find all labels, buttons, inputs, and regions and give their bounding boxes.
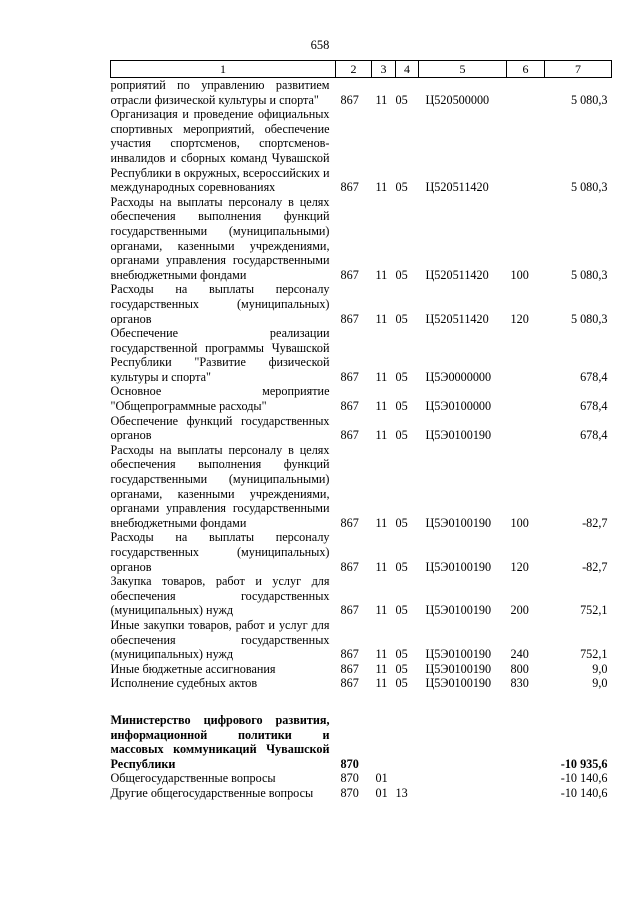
expense-type-cell	[507, 414, 545, 443]
ved-code-cell: 867	[340, 428, 359, 443]
amount-cell: -10 935,6	[560, 756, 608, 771]
table-row	[111, 530, 612, 574]
ved-code-cell: 867	[340, 676, 359, 691]
expense-type-cell	[507, 326, 545, 384]
section-code-cell: 11	[375, 267, 388, 282]
subsection-code-cell	[396, 771, 419, 786]
target-article-cell: Ц5Э0000000	[425, 369, 492, 384]
section-code-cell: 11	[375, 603, 388, 618]
target-article-cell: Ц520511420	[425, 267, 489, 282]
spacer-cell	[111, 691, 612, 713]
subsection-code-cell	[396, 713, 419, 771]
row-name-cell: Обеспечение реализации государственной программы Чувашской Республики "Развитие физической культуры и спорта"	[110, 326, 330, 384]
row-name-cell: Закупка товаров, работ и услуг для обеспечения государственных (муниципальных) нужд	[110, 574, 330, 618]
expense-type-cell: 120	[510, 311, 529, 326]
row-name-cell: Иные бюджетные ассигнования	[110, 661, 276, 676]
ved-code-cell: 867	[340, 399, 359, 414]
ved-code-cell: 870	[340, 771, 359, 786]
section-code-cell	[372, 713, 396, 771]
target-article-cell: Ц520511420	[425, 311, 489, 326]
target-article-cell: Ц5Э0100190	[425, 559, 492, 574]
subsection-code-cell: 05	[395, 267, 408, 282]
column-header-7: 7	[545, 61, 612, 78]
amount-cell: 5 080,3	[570, 267, 608, 282]
row-name-cell: Расходы на выплаты персоналу государственных (муниципальных) органов	[110, 282, 330, 326]
row-name-cell: Другие общегосударственные вопросы	[110, 785, 314, 800]
expense-type-cell	[507, 713, 545, 771]
ved-code-cell: 867	[340, 661, 359, 676]
target-article-cell: Ц520511420	[425, 180, 489, 195]
row-name-cell: Организация и проведение официальных спортивных мероприятий, обеспечение участия спортсменов, спортсменов-инвалидов и сборных команд Чувашской Республики в окружных, всероссийских и международных соревнованиях	[110, 107, 330, 195]
section-code-cell: 11	[375, 369, 388, 384]
section-code-cell: 11	[375, 661, 388, 676]
subsection-code-cell: 05	[395, 661, 408, 676]
subsection-code-cell: 05	[395, 559, 408, 574]
subsection-code-cell: 05	[395, 399, 408, 414]
subsection-code-cell: 05	[395, 647, 408, 662]
expense-type-cell: 830	[510, 676, 529, 691]
ved-code-cell: 867	[340, 267, 359, 282]
amount-cell: -82,7	[582, 559, 608, 574]
budget-table	[110, 60, 612, 801]
table-row	[111, 786, 612, 801]
table-body	[111, 78, 612, 801]
amount-cell: -82,7	[582, 515, 608, 530]
amount-cell: 678,4	[580, 399, 608, 414]
table-row	[111, 414, 612, 443]
amount-cell: 5 080,3	[570, 180, 608, 195]
table-row	[111, 326, 612, 384]
subsection-code-cell: 05	[395, 676, 408, 691]
section-code-cell: 11	[375, 180, 388, 195]
expense-type-cell	[507, 771, 545, 786]
ved-code-cell: 867	[340, 603, 359, 618]
target-article-cell: Ц5Э0100190	[425, 603, 492, 618]
ved-code-cell: 867	[340, 92, 359, 107]
target-article-cell: Ц5Э0100190	[425, 428, 492, 443]
section-code-cell: 11	[375, 428, 388, 443]
row-name-cell: роприятий по управлению развитием отрасли физической культуры и спорта"	[110, 78, 330, 107]
row-name-cell: Расходы на выплаты персоналу государственных (муниципальных) органов	[110, 530, 330, 574]
row-name-cell: Исполнение судебных актов	[110, 676, 258, 691]
table-row	[111, 107, 612, 195]
column-number-header	[111, 61, 612, 78]
table-row	[111, 78, 612, 108]
column-header-2: 2	[336, 61, 372, 78]
table-row	[111, 618, 612, 662]
section-code-cell: 11	[375, 559, 388, 574]
ved-code-cell: 867	[340, 647, 359, 662]
target-article-cell	[419, 713, 507, 771]
amount-cell: 678,4	[580, 428, 608, 443]
subsection-code-cell: 13	[395, 785, 408, 800]
row-name-cell: Основное мероприятие "Общепрограммные расходы"	[110, 384, 330, 414]
table-row	[111, 574, 612, 618]
row-name-cell: Обеспечение функций государственных органов	[110, 413, 330, 443]
expense-type-cell: 100	[510, 515, 529, 530]
amount-cell: 678,4	[580, 369, 608, 384]
expense-type-cell: 240	[510, 647, 529, 662]
expense-type-cell	[507, 384, 545, 413]
ved-code-cell: 867	[340, 515, 359, 530]
section-code-cell: 11	[375, 515, 388, 530]
row-name-cell: Министерство цифрового развития, информационной политики и массовых коммуникаций Чувашской Республики	[110, 712, 330, 771]
subsection-code-cell: 05	[395, 180, 408, 195]
table-row	[111, 676, 612, 691]
subsection-code-cell: 05	[395, 369, 408, 384]
table-row	[111, 771, 612, 786]
target-article-cell: Ц5Э0100190	[425, 647, 492, 662]
section-code-cell: 11	[375, 647, 388, 662]
section-code-cell: 01	[375, 785, 388, 800]
section-code-cell: 01	[375, 771, 388, 786]
expense-type-cell	[507, 786, 545, 801]
table-row	[111, 443, 612, 531]
section-code-cell: 11	[375, 92, 388, 107]
expense-type-cell: 120	[510, 559, 529, 574]
amount-cell: 9,0	[592, 661, 608, 676]
row-name-cell: Иные закупки товаров, работ и услуг для обеспечения государственных (муниципальных) нужд	[110, 617, 330, 662]
amount-cell: 5 080,3	[570, 92, 608, 107]
expense-type-cell: 100	[510, 267, 529, 282]
table-row	[111, 195, 612, 283]
spacer-row	[111, 691, 612, 713]
subsection-code-cell: 05	[395, 92, 408, 107]
section-code-cell: 11	[375, 676, 388, 691]
amount-cell: -10 140,6	[560, 785, 608, 800]
amount-cell: 752,1	[580, 647, 608, 662]
subsection-code-cell: 05	[395, 428, 408, 443]
column-header-5: 5	[419, 61, 507, 78]
column-header-6: 6	[507, 61, 545, 78]
page-number: 658	[310, 38, 330, 52]
section-code-cell: 11	[375, 399, 388, 414]
expense-type-cell	[507, 107, 545, 195]
target-article-cell: Ц5Э0100190	[425, 661, 492, 676]
amount-cell: 9,0	[592, 676, 608, 691]
ved-code-cell: 867	[340, 369, 359, 384]
target-article-cell	[419, 786, 507, 801]
row-name-cell: Общегосударственные вопросы	[110, 771, 276, 786]
subsection-code-cell: 05	[395, 603, 408, 618]
amount-cell: 5 080,3	[570, 311, 608, 326]
ved-code-cell: 870	[340, 785, 359, 800]
section-code-cell: 11	[375, 311, 388, 326]
subsection-code-cell: 05	[395, 311, 408, 326]
column-header-4: 4	[396, 61, 419, 78]
subsection-code-cell: 05	[395, 515, 408, 530]
amount-cell: 752,1	[580, 603, 608, 618]
row-name-cell: Расходы на выплаты персоналу в целях обеспечения выполнения функций государственными (муниципальными) органами, казенными учреждениями, органами управления государственными внебюджетными фондами	[110, 194, 330, 282]
target-article-cell	[419, 771, 507, 786]
row-name-cell: Расходы на выплаты персоналу в целях обеспечения выполнения функций государственными (муниципальными) органами, казенными учреждениями, органами управления государственными внебюджетными фондами	[110, 442, 330, 530]
expense-type-cell: 800	[510, 661, 529, 676]
expense-type-cell	[507, 78, 545, 108]
column-header-1: 1	[111, 61, 336, 78]
target-article-cell: Ц5Э0100000	[425, 399, 492, 414]
table-row	[111, 282, 612, 326]
ved-code-cell: 870	[340, 756, 359, 771]
table-row	[111, 384, 612, 413]
ved-code-cell: 867	[340, 559, 359, 574]
column-header-3: 3	[372, 61, 396, 78]
table-row	[111, 662, 612, 677]
amount-cell: -10 140,6	[560, 771, 608, 786]
ved-code-cell: 867	[340, 311, 359, 326]
expense-type-cell: 200	[510, 603, 529, 618]
target-article-cell: Ц5Э0100190	[425, 515, 492, 530]
target-article-cell: Ц5Э0100190	[425, 676, 492, 691]
ved-code-cell: 867	[340, 180, 359, 195]
target-article-cell: Ц520500000	[425, 92, 490, 107]
table-row	[111, 713, 612, 771]
